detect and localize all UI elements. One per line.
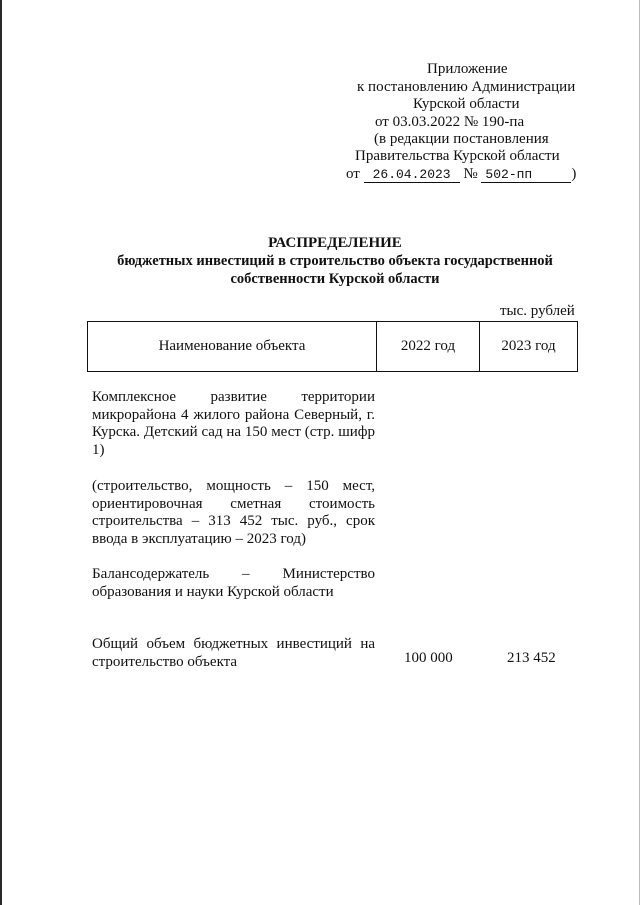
document-title: РАСПРЕДЕЛЕНИЕ [268, 235, 402, 251]
appendix-line-3: Курской области [413, 96, 520, 112]
units-label: тыс. рублей [500, 303, 575, 319]
amendment-prefix: от [346, 166, 360, 182]
amendment-number: 502-пп [481, 167, 571, 183]
appendix-line-1: Приложение [427, 61, 508, 77]
header-year-2022: 2022 год [377, 322, 480, 371]
total-2022-value: 100 000 [404, 650, 453, 666]
document-subtitle-line-1: бюджетных инвестиций в строительство объекта государственной [117, 253, 553, 269]
appendix-line-7 [346, 166, 576, 184]
document-subtitle-line-2: собственности Курской области [230, 271, 440, 287]
appendix-line-4: от 03.03.2022 № 190-па [375, 114, 525, 130]
page-edge-left [0, 0, 2, 905]
amendment-date: 26.04.2023 [364, 167, 460, 183]
amendment-suffix: ) [571, 166, 577, 182]
appendix-line-2: к постановлению Администрации [357, 79, 576, 95]
total-label: Общий объем бюджетных инвестиций на строительство объекта [92, 636, 375, 670]
header-object-name: Наименование объекта [88, 322, 377, 371]
appendix-line-5: (в редакции постановления [374, 131, 549, 147]
header-year-2023: 2023 год [501, 338, 556, 354]
table-header [87, 321, 578, 372]
object-name: Комплексное развитие территории микрорайона 4 жилого района Северный, г. Курска. Детский сад на 150 мест (стр. шифр 1) [92, 389, 375, 458]
amendment-number-sign: № [463, 166, 478, 182]
balance-holder: Балансодержатель – Министерство образования и науки Курской области [92, 566, 375, 600]
appendix-line-6: Правительства Курской области [355, 148, 560, 164]
total-2023-value: 213 452 [507, 650, 556, 666]
object-details: (строительство, мощность – 150 мест, ориентировочная сметная стоимость строительства – 313 452 тыс. руб., срок ввода в эксплуатацию – 2023 год) [92, 478, 375, 547]
